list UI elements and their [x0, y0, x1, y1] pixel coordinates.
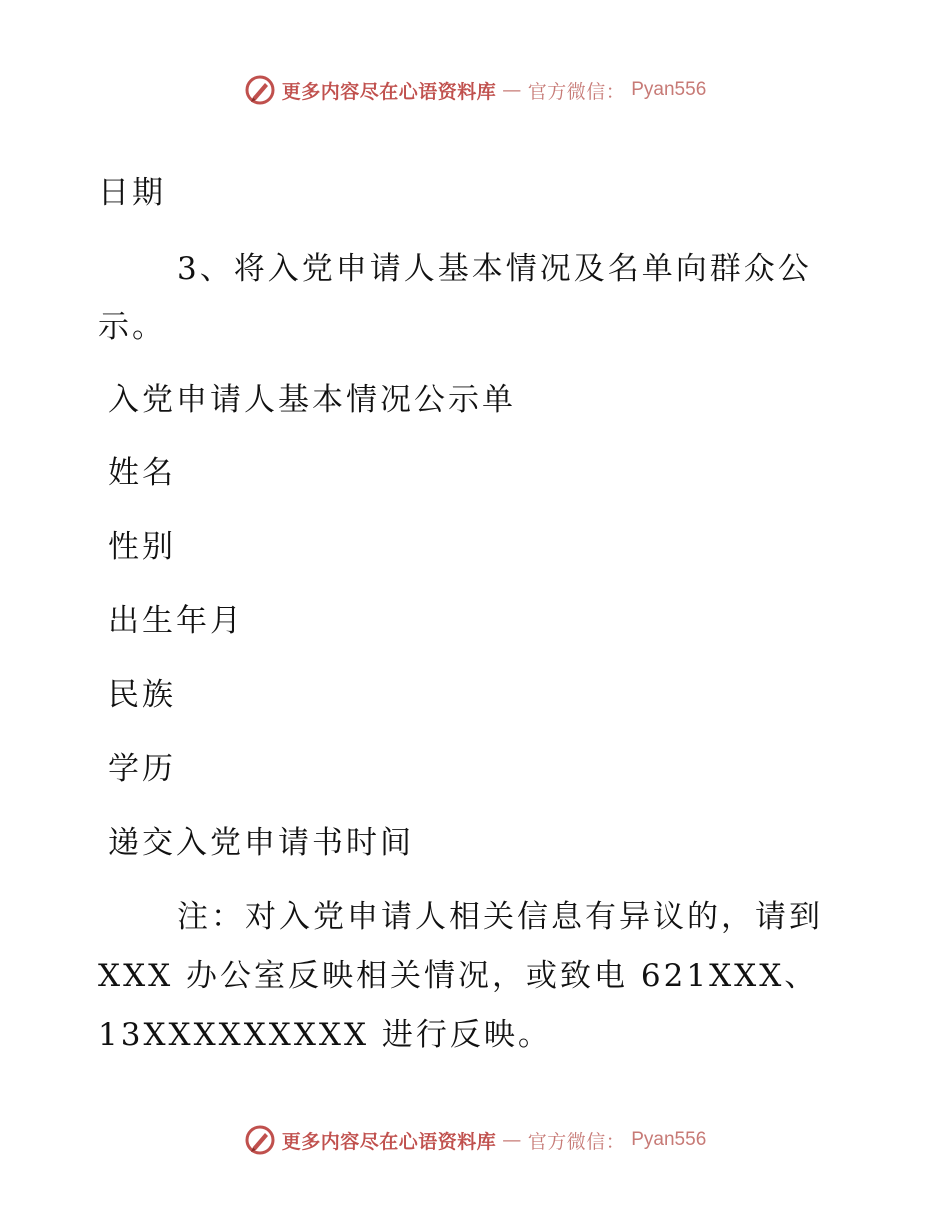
- date-line: 日期: [98, 175, 166, 211]
- field-birth-date: 出生年月: [108, 603, 244, 639]
- watermark-wechat-id: Pyan556: [631, 79, 707, 100]
- watermark-official-label: 官方微信：: [527, 80, 626, 103]
- form-title: 入党申请人基本情况公示单: [108, 382, 516, 418]
- note-line-1: 注：对入党申请人相关信息有异议的，请到: [177, 899, 823, 935]
- field-name: 姓名: [108, 455, 176, 491]
- field-gender: 性别: [108, 529, 176, 565]
- pen-seal-icon: [244, 74, 276, 106]
- pen-seal-icon: [244, 1124, 276, 1156]
- watermark-brand: 更多内容尽在心语资料库: [281, 80, 497, 103]
- field-ethnicity: 民族: [108, 677, 176, 713]
- footer-watermark: [0, 1120, 950, 1160]
- watermark-dash: —: [502, 1129, 522, 1151]
- watermark-wechat-id: Pyan556: [631, 1129, 707, 1150]
- watermark-brand: 更多内容尽在心语资料库: [281, 1130, 497, 1153]
- watermark-official-label: 官方微信：: [527, 1130, 626, 1153]
- item-3-line-2: 示。: [98, 309, 166, 345]
- field-education: 学历: [108, 751, 176, 787]
- note-line-3: 13XXXXXXXXX 进行反映。: [98, 1017, 552, 1053]
- field-submit-time: 递交入党申请书时间: [108, 825, 414, 861]
- note-line-2: XXX 办公室反映相关情况，或致电 621XXX、: [98, 958, 819, 994]
- header-watermark: [0, 70, 950, 110]
- watermark-dash: —: [502, 79, 522, 101]
- item-3-line-1: 3、将入党申请人基本情况及名单向群众公: [177, 251, 812, 287]
